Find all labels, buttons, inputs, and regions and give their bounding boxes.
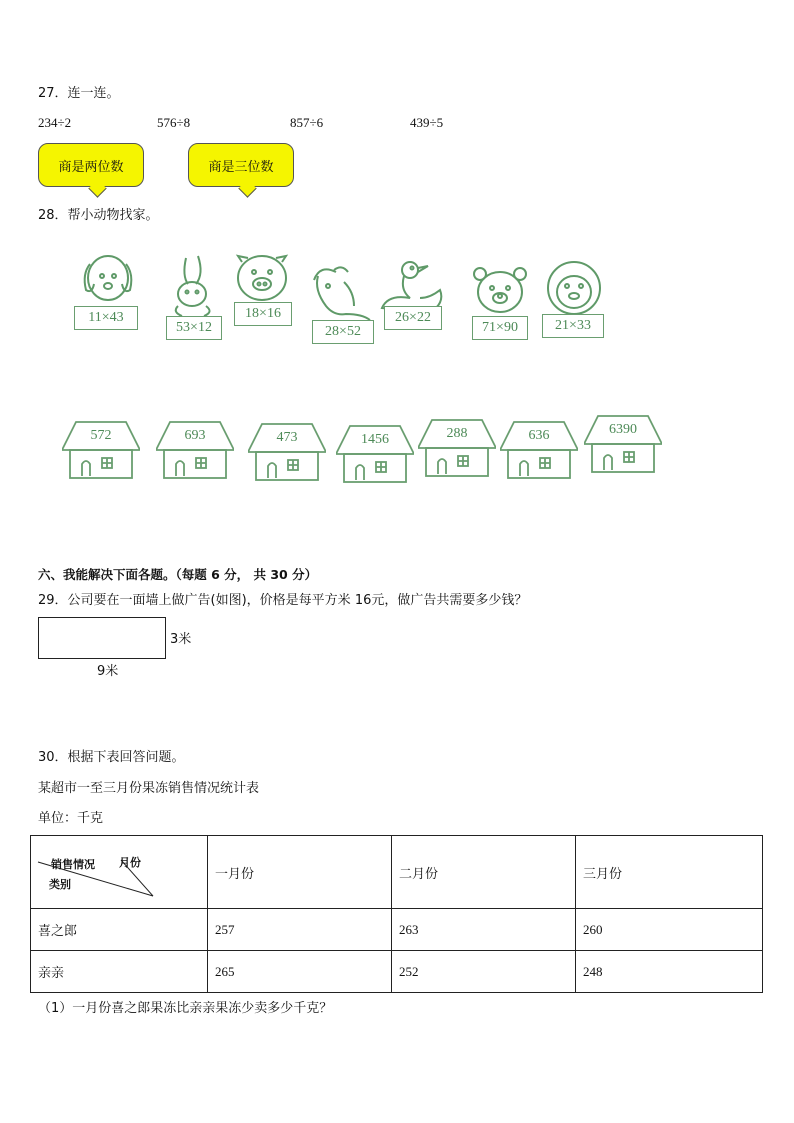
animal-plate: 28×52 [312,320,374,344]
animal-plate: 53×12 [166,316,222,340]
house-number: 6390 [609,422,637,437]
q27-expression-4: 439÷5 [410,115,444,130]
row-label: 亲亲 [31,951,208,993]
table-cell: 265 [208,951,392,993]
house-number: 693 [184,428,206,443]
q28-title: 28．帮小动物找家。 [38,208,159,223]
rabbit-illustration [164,254,224,338]
table-unit: 单位：千克 [38,811,104,826]
table-cell: 252 [392,951,576,993]
monkey-icon [538,260,610,316]
q27-expression-1: 234÷2 [38,115,72,130]
house-5 [418,418,496,478]
animal-plate: 26×22 [384,306,442,330]
house-number: 473 [276,430,298,445]
header-corner-cell [31,836,208,909]
table-cell: 248 [576,951,763,993]
house-number: 1456 [361,432,389,447]
bear-illustration [470,266,530,340]
house-7 [584,414,662,474]
corner-label-bottom: 类别 [49,878,71,891]
bear-icon [470,266,530,316]
animal-plate: 21×33 [542,314,604,338]
q27-title: 27．连一连。 [38,86,120,101]
section-6-title: 六、我能解决下面各题。（每题 6 分， 共 30 分） [38,567,318,582]
q29-title: 29．公司要在一面墙上做广告(如图)，价格是每平方米 16元，做广告共需要多少钱？ [38,593,528,608]
diagonal-lines [31,836,214,908]
table-cell: 263 [392,909,576,951]
house-number: 288 [446,426,468,441]
q30-title: 30．根据下表回答问题。 [38,750,185,765]
rabbit-icon [164,254,224,318]
pig-icon [232,252,292,306]
monkey-illustration [538,260,610,336]
house-1 [62,420,140,480]
house-3 [248,422,326,482]
table-row [31,909,763,951]
animal-plate: 18×16 [234,302,292,326]
callout-three-digit-quotient [188,143,294,187]
width-label: 9米 [97,664,119,679]
height-label: 3米 [170,632,192,647]
animal-plate: 11×43 [74,306,138,330]
goat-illustration [304,262,376,344]
goat-icon [304,262,376,324]
row-label: 喜之郎 [31,909,208,951]
house-number: 572 [90,428,112,443]
pig-illustration [232,252,292,328]
callout-label: 商是两位数 [58,159,124,175]
wall-rectangle [38,617,166,659]
corner-label-top: 销售情况 [51,858,95,871]
house-4 [336,424,414,484]
table-title: 某超市一至三月份果冻销售情况统计表 [38,781,260,796]
q30-subquestion-1: （1）一月份喜之郎果冻比亲亲果冻少卖多少千克？ [38,1001,333,1016]
table-header-row [31,836,763,909]
column-header: 三月份 [576,836,763,909]
duck-icon [380,256,446,312]
q27-expression-3: 857÷6 [290,115,324,130]
column-header: 一月份 [208,836,392,909]
house-2 [156,420,234,480]
house-number: 636 [528,428,550,443]
table-cell: 257 [208,909,392,951]
q27-expression-2: 576÷8 [157,115,191,130]
animal-plate: 71×90 [472,316,528,340]
table-cell: 260 [576,909,763,951]
callout-label: 商是三位数 [208,159,274,175]
corner-label-right: 月份 [119,856,141,869]
sales-table [30,835,763,993]
duck-illustration [380,256,446,334]
dog-icon [72,250,140,310]
house-6 [500,420,578,480]
column-header: 二月份 [392,836,576,909]
table-row [31,951,763,993]
dog-illustration [72,250,140,332]
callout-two-digit-quotient [38,143,144,187]
